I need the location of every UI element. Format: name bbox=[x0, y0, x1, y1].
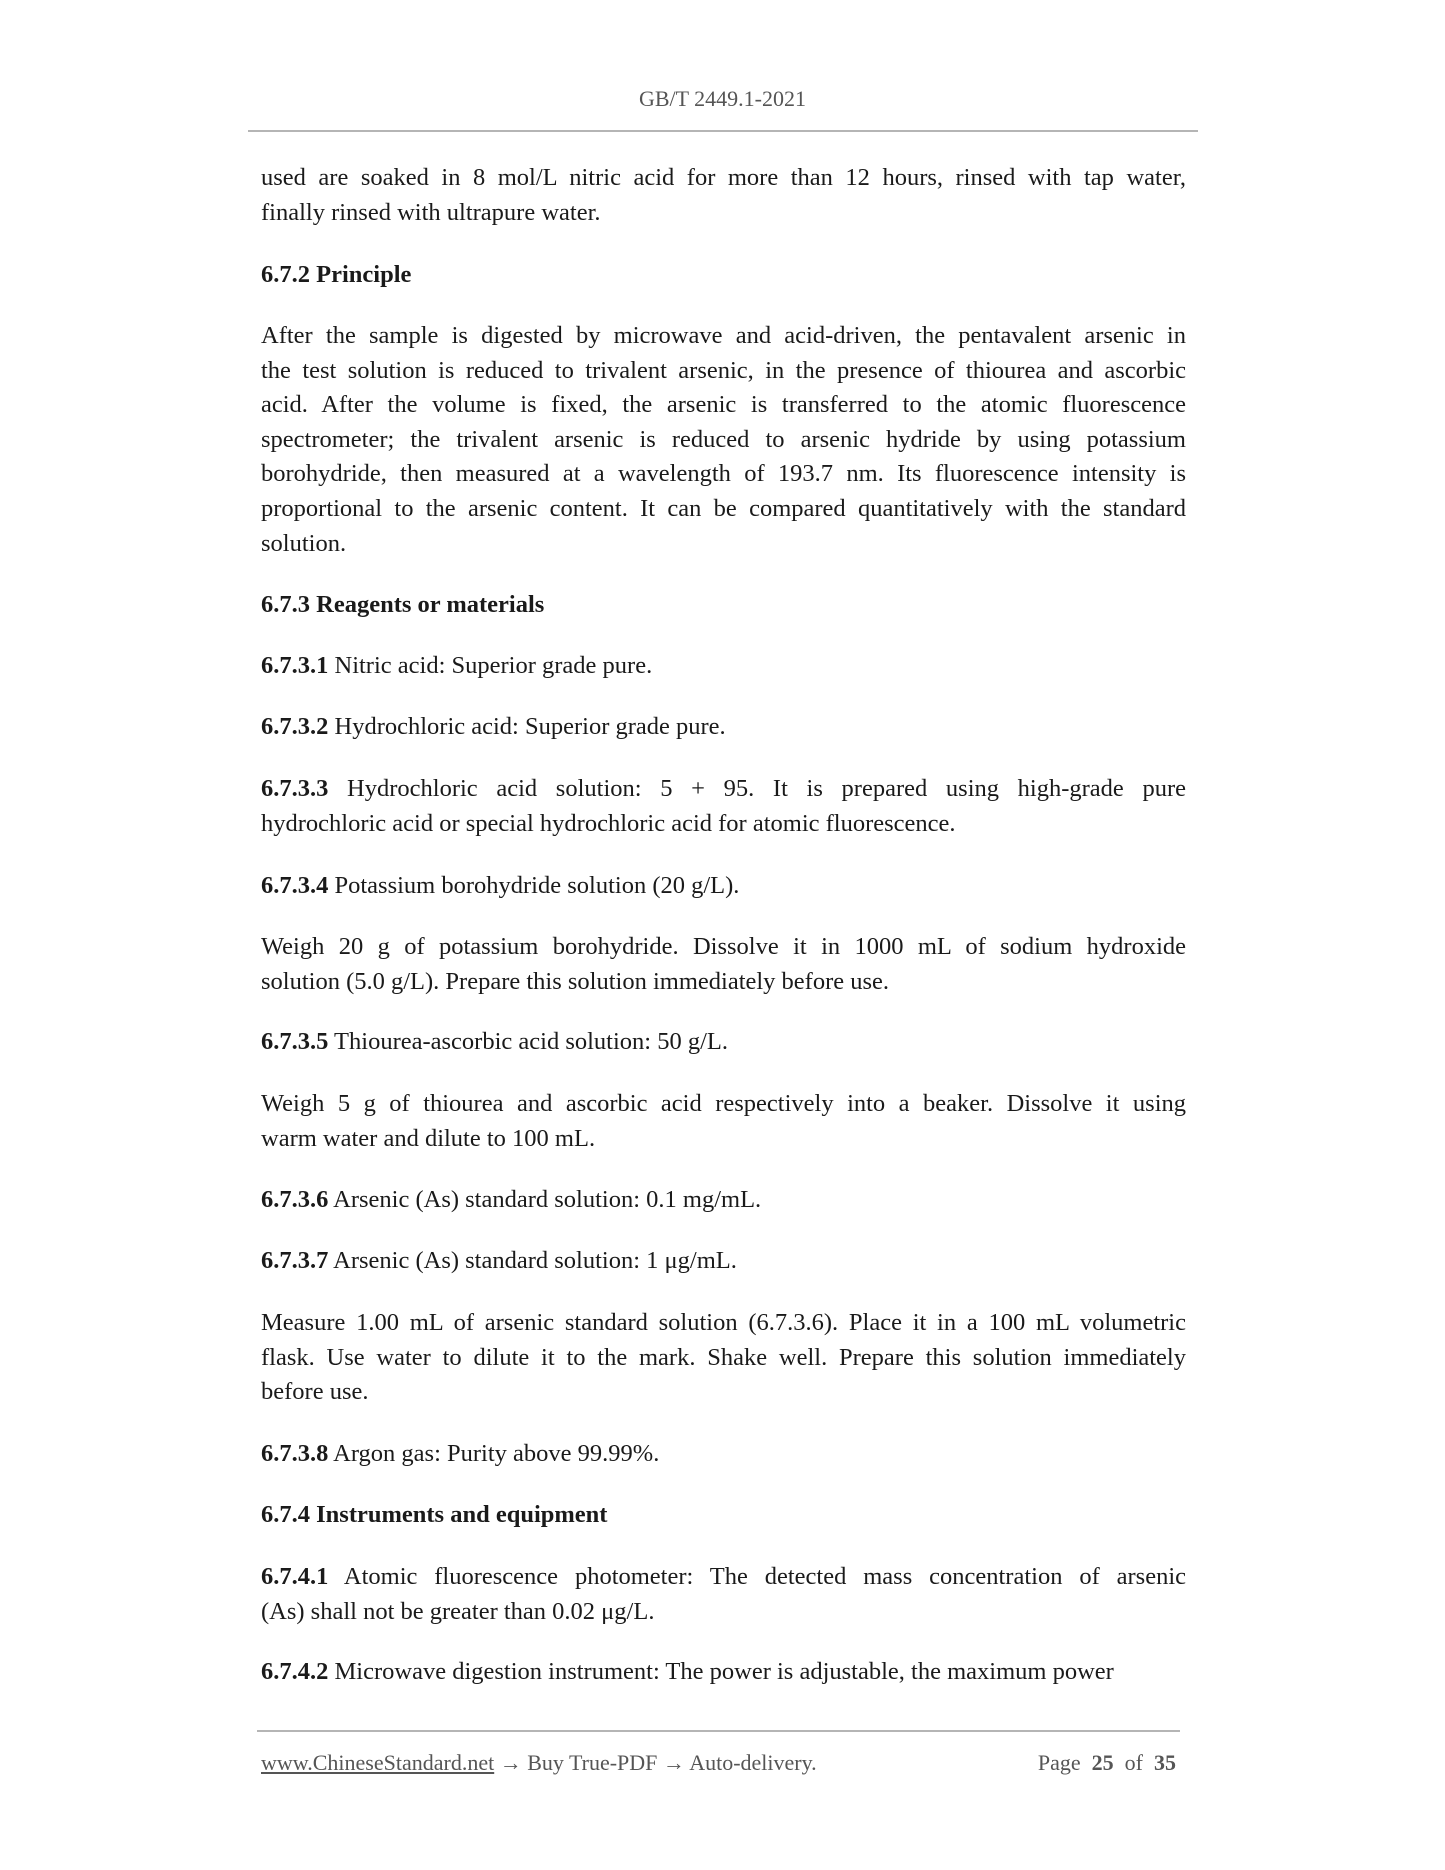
text-line: before use. bbox=[261, 1378, 369, 1406]
text-line: Weigh 5 g of thiourea and ascorbic acid respectively into a beaker. Dissolve it using bbox=[261, 1090, 1186, 1117]
clause-number: 6.7.3.7 bbox=[261, 1247, 329, 1274]
text-line: warm water and dilute to 100 mL. bbox=[261, 1124, 596, 1152]
clause-number: 6.7.3.8 bbox=[261, 1440, 329, 1467]
text-line: proportional to the arsenic content. It can be compared quantitatively with the standard bbox=[261, 494, 1186, 522]
paragraph bbox=[261, 1244, 1186, 1279]
clause-text: Arsenic (As) standard solution: 0.1 mg/mL. bbox=[328, 1186, 762, 1213]
clause-text: Arsenic (As) standard solution: 1 μg/mL. bbox=[328, 1247, 737, 1274]
text-line: solution. bbox=[261, 529, 347, 557]
of-label: of bbox=[1124, 1750, 1143, 1775]
page-number: 25 bbox=[1091, 1750, 1114, 1775]
paragraph bbox=[261, 772, 1186, 841]
section-heading: 6.7.3 Reagents or materials bbox=[261, 591, 545, 618]
section-heading: 6.7.2 Principle bbox=[261, 261, 412, 288]
page-total: 35 bbox=[1154, 1750, 1176, 1775]
paragraph bbox=[261, 1025, 1186, 1060]
paragraph bbox=[261, 1655, 1186, 1690]
text-line bbox=[261, 1244, 1186, 1279]
clause-number: 6.7.3.6 bbox=[261, 1186, 329, 1213]
text-line bbox=[261, 1025, 1186, 1060]
document-header: GB/T 2449.1-2021 bbox=[638, 86, 807, 111]
text-line: Weigh 20 g of potassium borohydride. Dissolve it in 1000 mL of sodium hydroxide bbox=[261, 933, 1186, 960]
page-label: Page bbox=[1037, 1750, 1081, 1775]
paragraph bbox=[261, 161, 1186, 230]
clause-number: 6.7.3.1 bbox=[261, 652, 329, 679]
text-line: spectrometer; the trivalent arsenic is reduced to arsenic hydride by using potassium bbox=[261, 425, 1186, 453]
text-line bbox=[261, 1655, 1186, 1690]
paragraph bbox=[261, 1183, 1186, 1218]
paragraph bbox=[261, 649, 1186, 684]
text-line: acid. After the volume is fixed, the arsenic is transferred to the atomic fluorescence bbox=[261, 391, 1186, 419]
text-line: hydrochloric acid or special hydrochloric acid for atomic fluorescence. bbox=[261, 809, 956, 837]
text-line: flask. Use water to dilute it to the mark. Shake well. Prepare this solution immediately bbox=[261, 1343, 1186, 1371]
text-line bbox=[261, 1560, 1186, 1595]
text-line bbox=[261, 869, 1186, 904]
clause-text: Hydrochloric acid solution: 5 + 95. It is prepared using high-grade pure bbox=[328, 775, 1186, 802]
clause-text: Argon gas: Purity above 99.99%. bbox=[328, 1440, 660, 1467]
website-link[interactable]: www.ChineseStandard.net bbox=[261, 1750, 495, 1775]
paragraph bbox=[261, 1437, 1186, 1472]
text-line: Measure 1.00 mL of arsenic standard solution (6.7.3.6). Place it in a 100 mL volumetric bbox=[261, 1309, 1186, 1336]
footer-divider bbox=[257, 1730, 1180, 1732]
text-line bbox=[261, 649, 1186, 684]
clause-number: 6.7.3.2 bbox=[261, 713, 329, 740]
text-line: solution (5.0 g/L). Prepare this solution immediately before use. bbox=[261, 967, 890, 995]
text-line: (As) shall not be greater than 0.02 μg/L. bbox=[261, 1597, 655, 1625]
text-line: After the sample is digested by microwave and acid-driven, the pentavalent arsenic in bbox=[261, 322, 1186, 349]
clause-text: Potassium borohydride solution (20 g/L). bbox=[328, 872, 740, 899]
clause-number: 6.7.4.1 bbox=[261, 1563, 329, 1590]
paragraph bbox=[261, 710, 1186, 745]
clause-text: Thiourea-ascorbic acid solution: 50 g/L. bbox=[328, 1028, 728, 1055]
clause-text: Microwave digestion instrument: The power is adjustable, the maximum power bbox=[328, 1658, 1114, 1685]
text-line bbox=[261, 1183, 1186, 1218]
text-line bbox=[261, 1437, 1186, 1472]
footer-promo: → Buy True-PDF → Auto-delivery. bbox=[494, 1750, 817, 1775]
clause-number: 6.7.3.4 bbox=[261, 872, 329, 899]
page-indicator bbox=[1038, 1750, 1176, 1776]
paragraph bbox=[261, 1087, 1186, 1156]
section-heading: 6.7.4 Instruments and equipment bbox=[261, 1501, 608, 1528]
paragraph bbox=[261, 869, 1186, 904]
text-line: borohydride, then measured at a wavelength of 193.7 nm. Its fluorescence intensity is bbox=[261, 460, 1186, 488]
paragraph bbox=[261, 930, 1186, 999]
text-line: finally rinsed with ultrapure water. bbox=[261, 198, 601, 226]
text-line: the test solution is reduced to trivalent arsenic, in the presence of thiourea and ascorbic bbox=[261, 356, 1186, 384]
text-line bbox=[261, 772, 1186, 807]
clause-text: Hydrochloric acid: Superior grade pure. bbox=[328, 713, 726, 740]
clause-text: Atomic fluorescence photometer: The detected mass concentration of arsenic bbox=[328, 1563, 1186, 1590]
clause-text: Nitric acid: Superior grade pure. bbox=[328, 652, 653, 679]
footer bbox=[261, 1750, 1176, 1776]
paragraph bbox=[261, 1560, 1186, 1629]
clause-number: 6.7.4.2 bbox=[261, 1658, 329, 1685]
clause-number: 6.7.3.3 bbox=[261, 775, 329, 802]
paragraph bbox=[261, 1306, 1186, 1410]
clause-number: 6.7.3.5 bbox=[261, 1028, 329, 1055]
text-line: used are soaked in 8 mol/L nitric acid for more than 12 hours, rinsed with tap water, bbox=[261, 164, 1186, 191]
text-line bbox=[261, 710, 1186, 745]
header-divider bbox=[248, 130, 1198, 132]
paragraph bbox=[261, 319, 1186, 561]
